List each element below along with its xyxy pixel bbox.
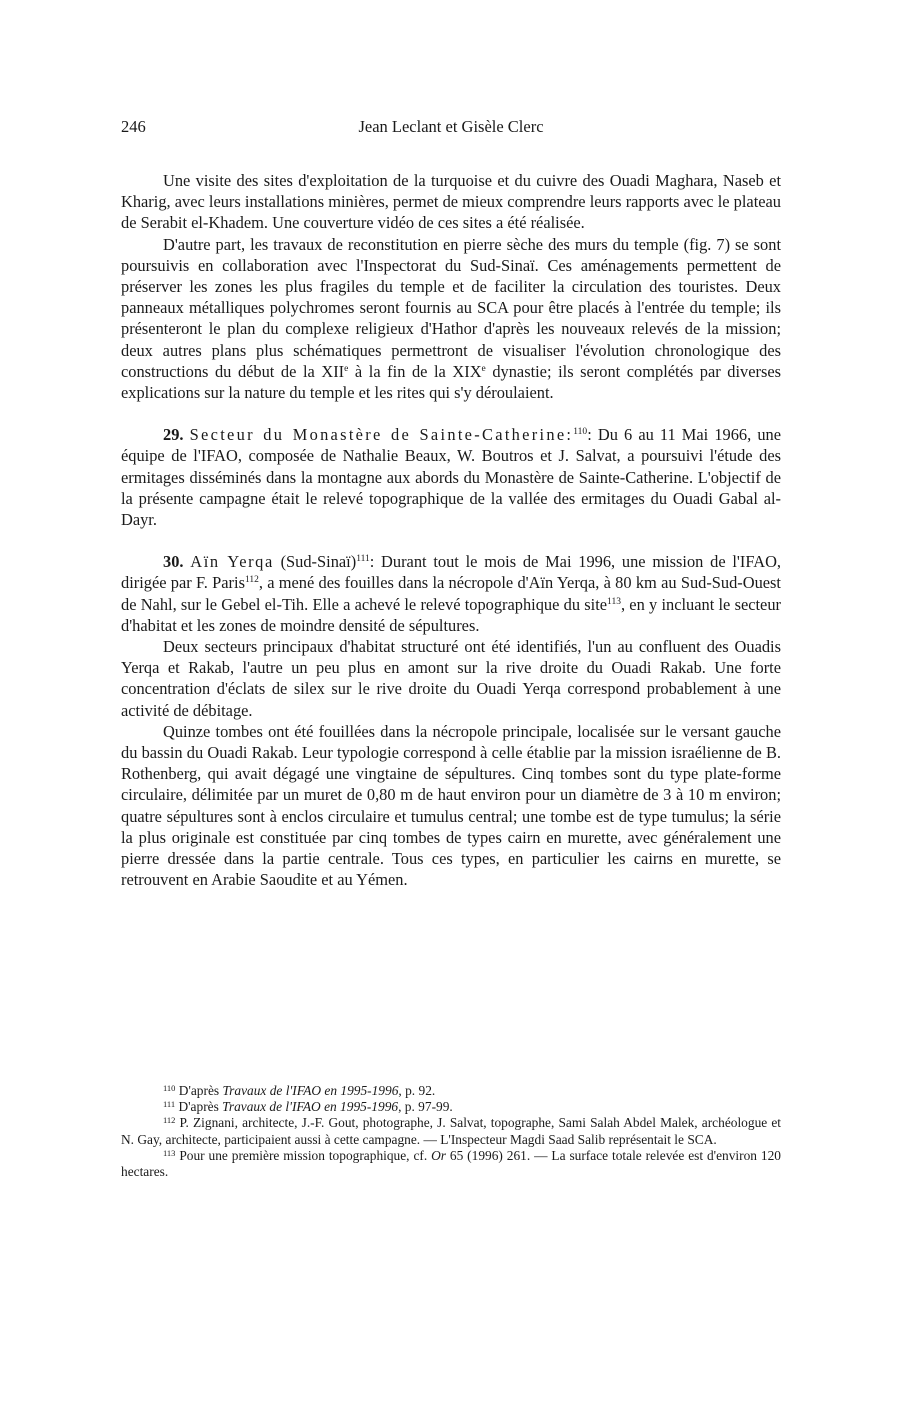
footnote-112: $^{112}$ P. Zignani, architecte, J.-F. Gout, photographe, J. Salvat, topographe, Sami Salah Abdel Malek, archéologue et N. Gay, architecte, participaient aussi à cette campagne. — L'Inspecteur Magdi Saad Salib représentait le SCA. bbox=[121, 1115, 781, 1147]
page-number: 246 bbox=[121, 117, 146, 136]
footnote-ref-112[interactable]: 112 bbox=[244, 575, 259, 586]
paragraph-habitat-sectors: Deux secteurs principaux d'habitat structuré ont été identifiés, l'un au confluent des Ouadis Yerqa et Rakab, l'autre un peu plus en amont sur la rive droite du Ouadi Rakab. Une forte concentration d'éclats de silex sur le rive droite du Ouadi Yerqa correspond probablement à une activité de débitage. bbox=[121, 637, 781, 720]
paragraph-turquoise-sites: Une visite des sites d'exploitation de la turquoise et du cuivre des Ouadi Maghara, Naseb et Kharig, avec leurs installations minières, permet de mieux comprendre leurs rapports avec le plateau de Serabit el-Khadem. Une couverture vidéo de ces sites a été réalisée. bbox=[121, 171, 781, 233]
section-30-number: 30. bbox=[163, 552, 184, 572]
section-29: 29. Secteur du Monastère de Sainte-Catherine:$^{110}$: Du 6 au 11 Mai 1966, une équipe de l'IFAO, composée de Nathalie Beaux, W. Boutros et J. Salvat, a poursuivi l'étude des ermitages disséminés dans la montagne aux abords du Monastère de Sainte-Catherine. L'objectif de la présente campagne était le relevé topographique de la vallée des ermitages du Ouadi Gabal al-Dayr. bbox=[121, 425, 781, 530]
section-29-number: 29. bbox=[163, 425, 184, 445]
section-30: 30. Aïn Yerqa (Sud-Sinaï)$^{111}$: Durant tout le mois de Mai 1996, une mission de l'IFAO, dirigée par F. Paris$^{112}$, a mené des fouilles dans la nécropole d'Aïn Yerqa, à 80 km au Sud-Sud-Ouest de Nahl, sur le Gebel el-Tih. Elle a achevé le relevé topographique du site$^{113}$, en y incluant le secteur d'habitat et les zones de moindre densité de sépultures. bbox=[121, 552, 781, 635]
running-header bbox=[121, 117, 781, 139]
section-30-title: Aïn Yerqa bbox=[190, 552, 274, 572]
footnote-ref-110[interactable]: 110 bbox=[573, 427, 588, 438]
body-text bbox=[121, 170, 781, 891]
footnote-110: $^{110}$ D'après Travaux de l'IFAO en 1995-1996, p. 92. bbox=[163, 1083, 436, 1098]
section-29-title: Secteur du Monastère de Sainte-Catherine: bbox=[189, 425, 574, 445]
section-gap bbox=[121, 530, 781, 551]
paragraph-temple-reconstruction: D'autre part, les travaux de reconstitution en pierre sèche des murs du temple (fig. 7) se sont poursuivis en collaboration avec l'Inspectorat du Sud-Sinaï. Ces aménagements permettent de préserver les zones les plus fragiles du temple et de faciliter la circulation des touristes. Deux panneaux métalliques polychromes seront fournis au SCA pour être placés à l'entrée du temple; ils présenteront le plan du complexe religieux d'Hathor d'après les nouveaux relevés de la mission; deux autres plans plus schématiques permettront de visualiser l'évolution chronologique des constructions du début de la XIIe à la fin de la XIXe dynastie; ils seront complétés par diverses explications sur la nature du temple et les rites qui s'y déroulaient. bbox=[121, 234, 782, 403]
footnote-113: $^{113}$ Pour une première mission topographique, cf. Or 65 (1996) 261. — La surface totale relevée est d'environ 120 hectares. bbox=[121, 1147, 781, 1180]
footnote-ref-111[interactable]: 111 bbox=[356, 554, 370, 565]
footnotes bbox=[121, 1083, 781, 1180]
footnote-ref-113[interactable]: 113 bbox=[607, 596, 621, 607]
running-title: Jean Leclant et Gisèle Clerc bbox=[358, 117, 544, 136]
section-gap bbox=[121, 403, 781, 424]
paragraph-tombs: Quinze tombes ont été fouillées dans la nécropole principale, localisée sur le versant gauche du bassin du Ouadi Rakab. Leur typologie correspond à celle établie par la mission israélienne de B. Rothenberg, qui avait dégagé une vingtaine de sépultures. Cinq tombes sont du type plate-forme circulaire, délimitée par un muret de 0,80 m de haut environ pour un diamètre de 3 à 10 m environ; quatre sépultures sont à enclos circulaire et tumulus central; une tombe est de type tumulus; la série la plus originale est constituée par cinq tombes de types cairn en murette, avec généralement une pierre dressée dans la partie centrale. Tous ces types, en particulier les cairns en murette, se retrouvent en Arabie Saoudite et au Yémen. bbox=[121, 721, 781, 890]
footnote-111: $^{111}$ D'après Travaux de l'IFAO en 1995-1996, p. 97-99. bbox=[163, 1099, 453, 1115]
